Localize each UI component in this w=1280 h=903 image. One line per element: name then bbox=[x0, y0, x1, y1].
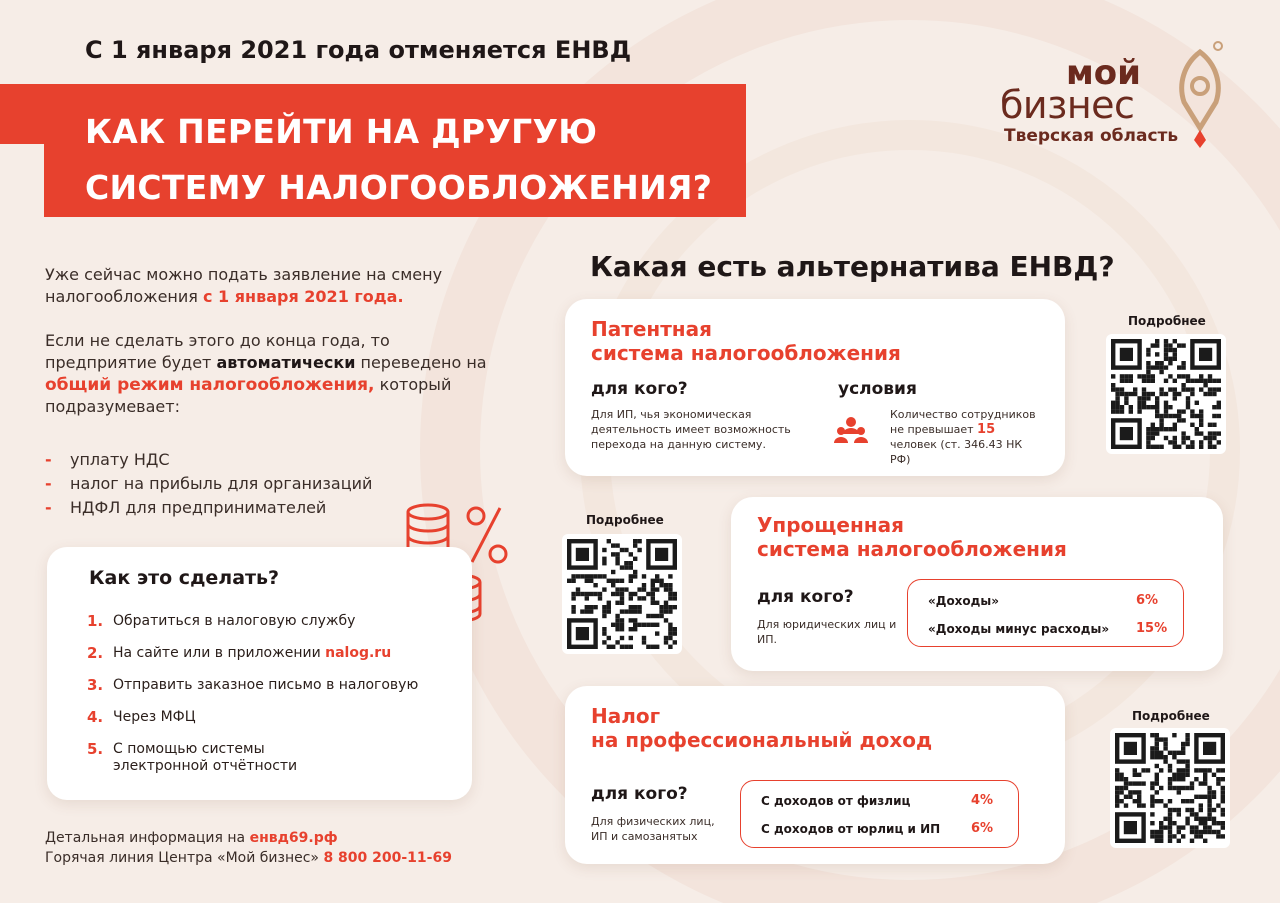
footer-line-2 bbox=[45, 848, 452, 868]
npd-more-label: Подробнее bbox=[1132, 709, 1210, 723]
footer-details-label: Детальная информация на bbox=[45, 830, 250, 846]
step-text: На сайте или в приложении bbox=[113, 645, 326, 661]
footer-info bbox=[45, 828, 452, 868]
usn-rate-label-2: «Доходы минус расходы» bbox=[928, 622, 1110, 636]
usn-who-text: Для юридических лиц и ИП. bbox=[757, 618, 897, 646]
list-item: - налог на прибыль для организаций bbox=[45, 472, 372, 496]
npd-rate-label-2: С доходов от юрлиц и ИП bbox=[761, 822, 941, 836]
footer-line-1 bbox=[45, 828, 452, 848]
npd-card bbox=[565, 686, 1065, 864]
patent-title bbox=[591, 317, 901, 365]
how-to-card bbox=[47, 547, 472, 800]
banner-line-2: СИСТЕМУ НАЛОГООБЛОЖЕНИЯ? bbox=[85, 168, 713, 207]
step-text: Отправить заказное письмо в налоговую bbox=[113, 677, 419, 693]
moy-biznes-logo bbox=[1000, 53, 1179, 150]
list-item: - уплату НДС bbox=[45, 448, 372, 472]
npd-qr-code[interactable] bbox=[1110, 728, 1230, 848]
website-link[interactable]: енвд69.рф bbox=[249, 830, 338, 846]
step-number: 5. bbox=[87, 740, 104, 758]
intro-paragraph-2 bbox=[45, 330, 495, 418]
logo-region: Тверская область bbox=[1004, 126, 1179, 146]
usn-who-label: для кого? bbox=[757, 587, 854, 607]
step-item bbox=[87, 645, 447, 662]
npd-rate-box bbox=[740, 780, 1019, 848]
usn-qr-code[interactable] bbox=[562, 534, 682, 654]
patent-title-line-1: Патентная bbox=[591, 317, 712, 341]
usn-title-line-1: Упрощенная bbox=[757, 513, 904, 537]
banner-line-1: КАК ПЕРЕЙТИ НА ДРУГУЮ bbox=[85, 112, 598, 151]
npd-title-line-2: на профессиональный доход bbox=[591, 728, 933, 752]
conditions-text-c: человек (ст. 346.43 НК РФ) bbox=[890, 438, 1023, 466]
tax-list bbox=[45, 448, 372, 520]
patent-title-line-2: система налогообложения bbox=[591, 341, 901, 365]
npd-title bbox=[591, 704, 932, 752]
step-item bbox=[87, 677, 447, 694]
intro-p2-text-e: который подразумевает: bbox=[45, 375, 452, 416]
usn-rate-box bbox=[907, 579, 1184, 647]
step-item bbox=[87, 613, 447, 630]
usn-rate-value-1: 6% bbox=[1136, 593, 1159, 608]
step-item bbox=[87, 709, 447, 726]
step-number: 2. bbox=[87, 644, 104, 662]
intro-p1-date: с 1 января 2021 года. bbox=[202, 287, 404, 306]
usn-rate-label-1: «Доходы» bbox=[928, 594, 999, 608]
usn-rate-value-2: 15% bbox=[1136, 621, 1168, 636]
step-item bbox=[87, 741, 357, 775]
intro-text bbox=[45, 264, 495, 418]
npd-rate-value-2: 6% bbox=[971, 821, 994, 836]
usn-title bbox=[757, 513, 1067, 561]
step-text: Через МФЦ bbox=[113, 709, 196, 725]
hotline-phone[interactable]: 8 800 200-11-69 bbox=[323, 850, 452, 866]
usn-more-label: Подробнее bbox=[586, 513, 664, 527]
logo-biznes: бизнес bbox=[1000, 83, 1135, 127]
step-text: С помощью системы электронной отчётности bbox=[113, 741, 298, 774]
how-title: Как это сделать? bbox=[89, 567, 280, 589]
conditions-text-a: Количество сотрудников не превышает bbox=[890, 408, 1036, 436]
usn-title-line-2: система налогообложения bbox=[757, 537, 1067, 561]
logo-moy: мой bbox=[1066, 53, 1141, 93]
patent-qr-code[interactable] bbox=[1106, 334, 1226, 454]
intro-paragraph-1 bbox=[45, 264, 495, 308]
rocket-pin-icon bbox=[1170, 40, 1230, 148]
patent-who-text: Для ИП, чья экономическая деятельность имеет возможность перехода на данную систему. bbox=[591, 408, 791, 451]
alternatives-title: Какая есть альтернатива ЕНВД? bbox=[590, 250, 1115, 283]
npd-rate-value-1: 4% bbox=[971, 793, 994, 808]
patent-card bbox=[565, 299, 1065, 476]
step-number: 1. bbox=[87, 612, 104, 630]
patent-conditions-label: условия bbox=[838, 379, 917, 399]
patent-more-label: Подробнее bbox=[1128, 314, 1206, 328]
intro-p2-general-regime: общий режим налогообложения, bbox=[45, 375, 375, 395]
intro-p2-text-a: Если не сделать этого до конца года, то предприятие будет bbox=[45, 331, 390, 372]
npd-title-line-1: Налог bbox=[591, 704, 661, 728]
npd-rate-label-1: С доходов от физлиц bbox=[761, 794, 911, 808]
step-text: Обратиться в налоговую службу bbox=[113, 613, 356, 629]
step-number: 4. bbox=[87, 708, 104, 726]
conditions-count: 15 bbox=[977, 422, 996, 437]
npd-who-text: Для физических лиц, ИП и самозанятых bbox=[591, 815, 715, 843]
list-item: - НДФЛ для предпринимателей bbox=[45, 496, 372, 520]
nalog-link[interactable]: nalog.ru bbox=[325, 645, 392, 661]
npd-who-label: для кого? bbox=[591, 784, 688, 804]
patent-conditions-text bbox=[890, 407, 1045, 467]
top-headline: С 1 января 2021 года отменяется ЕНВД bbox=[85, 36, 632, 64]
intro-p2-text-c: переведено на bbox=[355, 353, 487, 372]
intro-p1-text: Уже сейчас можно подать заявление на смену налогообложения bbox=[45, 265, 443, 306]
intro-p2-auto: автоматически bbox=[216, 353, 356, 372]
footer-hotline-label: Горячая линия Центра «Мой бизнес» bbox=[45, 850, 324, 866]
usn-card bbox=[731, 497, 1223, 671]
patent-who-label: для кого? bbox=[591, 379, 688, 399]
how-steps bbox=[87, 613, 447, 790]
banner-title bbox=[85, 104, 712, 216]
people-icon bbox=[833, 416, 869, 448]
step-number: 3. bbox=[87, 676, 104, 694]
